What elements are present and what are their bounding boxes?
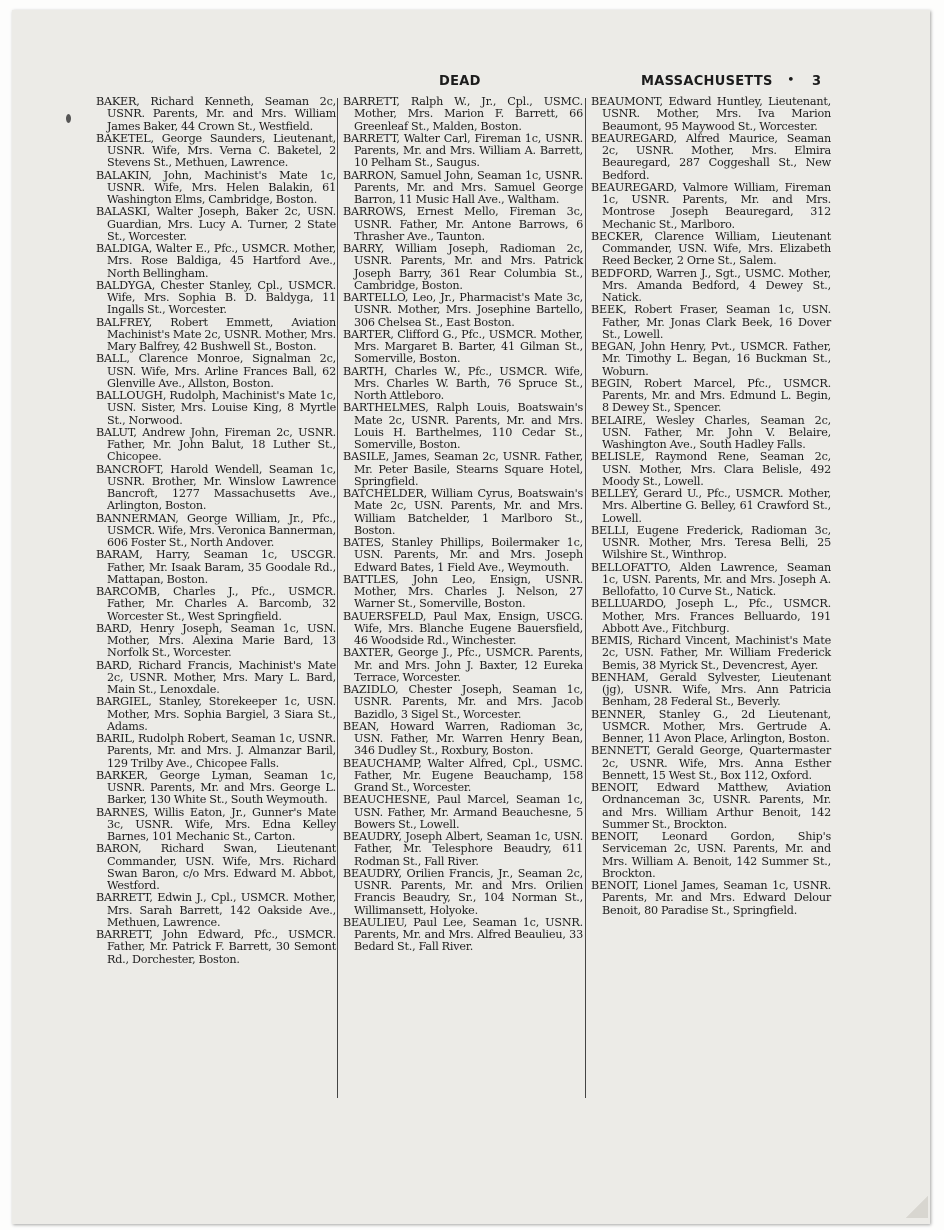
casualty-entry: BALDYGA, Chester Stanley, Cpl., USMCR. Wife, Mrs. Sophia B. D. Baldyga, 11 Ingalls St., Worcester. <box>96 278 336 317</box>
casualty-entry: BEDFORD, Warren J., Sgt., USMC. Mother, Mrs. Amanda Bedford, 4 Dewey St., Natick. <box>591 266 831 304</box>
column-divider <box>585 98 586 1098</box>
casualty-entry: BEAUREGARD, Valmore William, Fireman 1c, USNR. Parents, Mr. and Mrs. Montrose Joseph Beauregard, 312 Mechanic St., Marlboro. <box>591 180 831 231</box>
casualty-entry: BELLI, Eugene Frederick, Radioman 3c, USNR. Mother, Mrs. Teresa Belli, 25 Wilshire St., Winthrop. <box>591 523 831 562</box>
casualty-entry: BALUT, Andrew John, Fireman 2c, USNR. Father, Mr. John Balut, 18 Luther St., Chicopee. <box>96 425 336 464</box>
casualty-entry: BENOIT, Lionel James, Seaman 1c, USNR. Parents, Mr. and Mrs. Edward Delour Benoit, 80 Paradise St., Springfield. <box>591 879 831 917</box>
casualty-entry: BATES, Stanley Phillips, Boilermaker 1c, USN. Parents, Mr. and Mrs. Joseph Edward Bates, 1 Field Ave., Weymouth. <box>343 536 583 574</box>
casualty-entry: BARTHELMES, Ralph Louis, Boatswain's Mate 2c, USNR. Parents, Mr. and Mrs. Louis H. Barthelmes, 110 Cedar St., Somerville, Boston. <box>343 401 583 451</box>
casualty-entry: BARAM, Harry, Seaman 1c, USCGR. Father, Mr. Isaak Baram, 35 Goodale Rd., Mattapan, Boston. <box>96 548 336 586</box>
casualty-entry: BEEK, Robert Fraser, Seaman 1c, USN. Father, Mr. Jonas Clark Beek, 16 Dover St., Lowell. <box>591 303 831 341</box>
casualty-entry: BANCROFT, Harold Wendell, Seaman 1c, USNR. Brother, Mr. Winslow Lawrence Bancroft, 1277 Massachusetts Ave., Arlington, Boston. <box>96 462 336 513</box>
casualty-entry: BEGAN, John Henry, Pvt., USMCR. Father, Mr. Timothy L. Began, 16 Buckman St., Woburn. <box>591 340 831 378</box>
casualty-entry: BEAUMONT, Edward Huntley, Lieutenant, USNR. Mother, Mrs. Iva Marion Beaumont, 95 Maywood St., Worcester. <box>591 95 831 133</box>
punch-mark <box>66 114 71 123</box>
casualty-entry: BENNER, Stanley G., 2d Lieutenant, USMCR. Mother, Mrs. Gertrude A. Benner, 11 Avon Place, Arlington, Boston. <box>591 707 831 745</box>
page-number: 3 <box>812 74 822 89</box>
casualty-entry: BELLEY, Gerard U., Pfc., USMCR. Mother, Mrs. Albertine G. Belley, 61 Crawford St., Lowell. <box>591 487 831 525</box>
casualty-entry: BARRETT, Walter Carl, Fireman 1c, USNR. Parents, Mr. and Mrs. William A. Barrett, 10 Pelham St., Saugus. <box>343 131 583 170</box>
casualty-entry: BARON, Richard Swan, Lieutenant Commander, USN. Wife, Mrs. Richard Swan Baron, c/o Mrs. Edward M. Abbot, Westford. <box>96 842 336 892</box>
casualty-entry: BEAN, Howard Warren, Radioman 3c, USN. Father, Mr. Warren Henry Bean, 346 Dudley St., Roxbury, Boston. <box>343 719 583 758</box>
casualty-entry: BEMIS, Richard Vincent, Machinist's Mate 2c, USN. Father, Mr. William Frederick Bemis, 38 Myrick St., Devencrest, Ayer. <box>591 634 831 672</box>
casualty-entry: BEAUREGARD, Alfred Maurice, Seaman 2c, USNR. Mother, Mrs. Elmira Beauregard, 287 Coggeshall St., New Bedford. <box>591 131 831 182</box>
state-title: MASSACHUSETTS <box>641 74 773 89</box>
column-2 <box>343 96 583 954</box>
casualty-entry: BARGIEL, Stanley, Storekeeper 1c, USN. Mother, Mrs. Sophia Bargiel, 3 Siara St., Adams. <box>96 695 336 733</box>
casualty-entry: BAKER, Richard Kenneth, Seaman 2c, USNR. Parents, Mr. and Mrs. William James Baker, 44 Crown St., Westfield. <box>96 95 336 133</box>
casualty-entry: BEAULIEU, Paul Lee, Seaman 1c, USNR. Parents, Mr. and Mrs. Alfred Beaulieu, 33 Bedard St., Fall River. <box>343 915 583 954</box>
casualty-entry: BARTH, Charles W., Pfc., USMCR. Wife, Mrs. Charles W. Barth, 76 Spruce St., North Attleboro. <box>343 364 583 402</box>
casualty-entry: BARRETT, Edwin J., Cpl., USMCR. Mother, Mrs. Sarah Barrett, 142 Oakside Ave., Methuen, Lawrence. <box>96 891 336 929</box>
casualty-entry: BENOIT, Leonard Gordon, Ship's Serviceman 2c, USN. Parents, Mr. and Mrs. William A. Benoit, 142 Summer St., Brockton. <box>591 830 831 880</box>
casualty-entry: BARRETT, Ralph W., Jr., Cpl., USMC. Mother, Mrs. Marion F. Barrett, 66 Greenleaf St., Malden, Boston. <box>343 95 583 133</box>
casualty-entry: BALAKIN, John, Machinist's Mate 1c, USNR. Wife, Mrs. Helen Balakin, 61 Washington Elms, Cambridge, Boston. <box>96 168 336 206</box>
section-title: DEAD <box>439 74 481 89</box>
casualty-entry: BARTER, Clifford G., Pfc., USMCR. Mother, Mrs. Margaret B. Barter, 41 Gilman St., Somerville, Boston. <box>343 327 583 366</box>
casualty-entry: BELAIRE, Wesley Charles, Seaman 2c, USN. Father, Mr. John V. Belaire, Washington Ave., South Hadley Falls. <box>591 413 831 451</box>
casualty-entry: BELLOFATTO, Alden Lawrence, Seaman 1c, USN. Parents, Mr. and Mrs. Joseph A. Bellofatto, 10 Curve St., Natick. <box>591 560 831 598</box>
casualty-entry: BARD, Henry Joseph, Seaman 1c, USN. Mother, Mrs. Alexina Marie Bard, 13 Norfolk St., Worcester. <box>96 621 336 660</box>
casualty-entry: BANNERMAN, George William, Jr., Pfc., USMCR. Wife, Mrs. Veronica Bannerman, 606 Foster St., North Andover. <box>96 511 336 549</box>
casualty-entry: BALDIGA, Walter E., Pfc., USMCR. Mother, Mrs. Rose Baldiga, 45 Hartford Ave., North Bellingham. <box>96 242 336 280</box>
casualty-entry: BARTELLO, Leo, Jr., Pharmacist's Mate 3c, USNR. Mother, Mrs. Josephine Bartello, 306 Chelsea St., East Boston. <box>343 291 583 329</box>
casualty-entry: BARROWS, Ernest Mello, Fireman 3c, USNR. Father, Mr. Antone Barrows, 6 Thrasher Ave., Taunton. <box>343 205 583 243</box>
casualty-entry: BELISLE, Raymond Rene, Seaman 2c, USN. Mother, Mrs. Clara Belisle, 492 Moody St., Lowell. <box>591 450 831 488</box>
header-bullet: • <box>787 73 795 88</box>
casualty-entry: BAKETEL, George Saunders, Lieutenant, USNR. Wife, Mrs. Verna C. Baketel, 2 Stevens St., Methuen, Lawrence. <box>96 131 336 170</box>
casualty-entry: BATCHELDER, William Cyrus, Boatswain's Mate 2c, USN. Parents, Mr. and Mrs. William Batchelder, 1 Marlboro St., Boston. <box>343 487 583 537</box>
page-header <box>0 74 944 94</box>
casualty-entry: BAXTER, George J., Pfc., USMCR. Parents, Mr. and Mrs. John J. Baxter, 12 Eureka Terrace, Worcester. <box>343 646 583 684</box>
casualty-entry: BEAUCHESNE, Paul Marcel, Seaman 1c, USN. Father, Mr. Armand Beauchesne, 5 Bowers St., Lowell. <box>343 793 583 831</box>
casualty-entry: BENOIT, Edward Matthew, Aviation Ordnanceman 3c, USNR. Parents, Mr. and Mrs. William Arthur Benoit, 142 Summer St., Brockton. <box>591 781 831 831</box>
casualty-entry: BEGIN, Robert Marcel, Pfc., USMCR. Parents, Mr. and Mrs. Edmund L. Begin, 8 Dewey St., Spencer. <box>591 376 831 415</box>
casualty-entry: BARNES, Willis Eaton, Jr., Gunner's Mate 3c, USNR. Wife, Mrs. Edna Kelley Barnes, 101 Mechanic St., Carton. <box>96 805 336 843</box>
casualty-entry: BECKER, Clarence William, Lieutenant Commander, USN. Wife, Mrs. Elizabeth Reed Becker, 2 Orne St., Salem. <box>591 229 831 268</box>
casualty-entry: BARIL, Rudolph Robert, Seaman 1c, USNR. Parents, Mr. and Mrs. J. Almanzar Baril, 129 Trilby Ave., Chicopee Falls. <box>96 732 336 770</box>
casualty-entry: BENHAM, Gerald Sylvester, Lieutenant (jg), USNR. Wife, Mrs. Ann Patricia Benham, 28 Federal St., Beverly. <box>591 670 831 709</box>
column-3 <box>591 96 831 917</box>
casualty-entry: BEAUDRY, Orilien Francis, Jr., Seaman 2c, USNR. Parents, Mr. and Mrs. Orilien Francis Beaudry, Sr., 104 Norman St., Willimansett, Holyoke. <box>343 866 583 917</box>
casualty-entry: BATTLES, John Leo, Ensign, USNR. Mother, Mrs. Charles J. Nelson, 27 Warner St., Somerville, Boston. <box>343 572 583 611</box>
column-divider <box>337 98 338 1098</box>
casualty-entry: BAZIDLO, Chester Joseph, Seaman 1c, USNR. Parents, Mr. and Mrs. Jacob Bazidlo, 3 Sigel St., Worcester. <box>343 683 583 721</box>
casualty-entry: BARKER, George Lyman, Seaman 1c, USNR. Parents, Mr. and Mrs. George L. Barker, 130 White St., South Weymouth. <box>96 768 336 807</box>
casualty-entry: BARRON, Samuel John, Seaman 1c, USNR. Parents, Mr. and Mrs. Samuel George Barron, 11 Music Hall Ave., Waltham. <box>343 168 583 206</box>
casualty-entry: BASILE, James, Seaman 2c, USNR. Father, Mr. Peter Basile, Stearns Square Hotel, Springfield. <box>343 450 583 488</box>
casualty-entry: BARRY, William Joseph, Radioman 2c, USNR. Parents, Mr. and Mrs. Patrick Joseph Barry, 361 Rear Columbia St., Cambridge, Boston. <box>343 242 583 292</box>
casualty-entry: BEAUDRY, Joseph Albert, Seaman 1c, USN. Father, Mr. Telesphore Beaudry, 611 Rodman St., Fall River. <box>343 830 583 868</box>
casualty-entry: BALASKI, Walter Joseph, Baker 2c, USN. Guardian, Mrs. Lucy A. Turner, 2 State St., Worcester. <box>96 205 336 243</box>
casualty-entry: BELLUARDO, Joseph L., Pfc., USMCR. Mother, Mrs. Frances Belluardo, 191 Abbott Ave., Fitchburg. <box>591 597 831 635</box>
casualty-entry: BARCOMB, Charles J., Pfc., USMCR. Father, Mr. Charles A. Barcomb, 32 Worcester St., West Springfield. <box>96 585 336 623</box>
corner-fold <box>906 1196 928 1218</box>
casualty-entry: BAUERSFELD, Paul Max, Ensign, USCG. Wife, Mrs. Blanche Eugene Bauersfield, 46 Woodside Rd., Winchester. <box>343 609 583 647</box>
casualty-entry: BARD, Richard Francis, Machinist's Mate 2c, USNR. Mother, Mrs. Mary L. Bard, Main St., Lenoxdale. <box>96 658 336 696</box>
casualty-entry: BALL, Clarence Monroe, Signalman 2c, USN. Wife, Mrs. Arline Frances Ball, 62 Glenville Ave., Allston, Boston. <box>96 352 336 390</box>
casualty-entry: BENNETT, Gerald George, Quartermaster 2c, USNR. Wife, Mrs. Anna Esther Bennett, 15 West St., Box 112, Oxford. <box>591 744 831 782</box>
casualty-entry: BARRETT, John Edward, Pfc., USMCR. Father, Mr. Patrick F. Barrett, 30 Semont Rd., Dorchester, Boston. <box>96 928 336 966</box>
column-1 <box>96 96 336 966</box>
casualty-entry: BEAUCHAMP, Walter Alfred, Cpl., USMC. Father, Mr. Eugene Beauchamp, 158 Grand St., Worcester. <box>343 756 583 794</box>
casualty-entry: BALLOUGH, Rudolph, Machinist's Mate 1c, USN. Sister, Mrs. Louise King, 8 Myrtle St., Norwood. <box>96 389 336 427</box>
casualty-entry: BALFREY, Robert Emmett, Aviation Machinist's Mate 2c, USNR. Mother, Mrs. Mary Balfrey, 42 Bushwell St., Boston. <box>96 315 336 353</box>
